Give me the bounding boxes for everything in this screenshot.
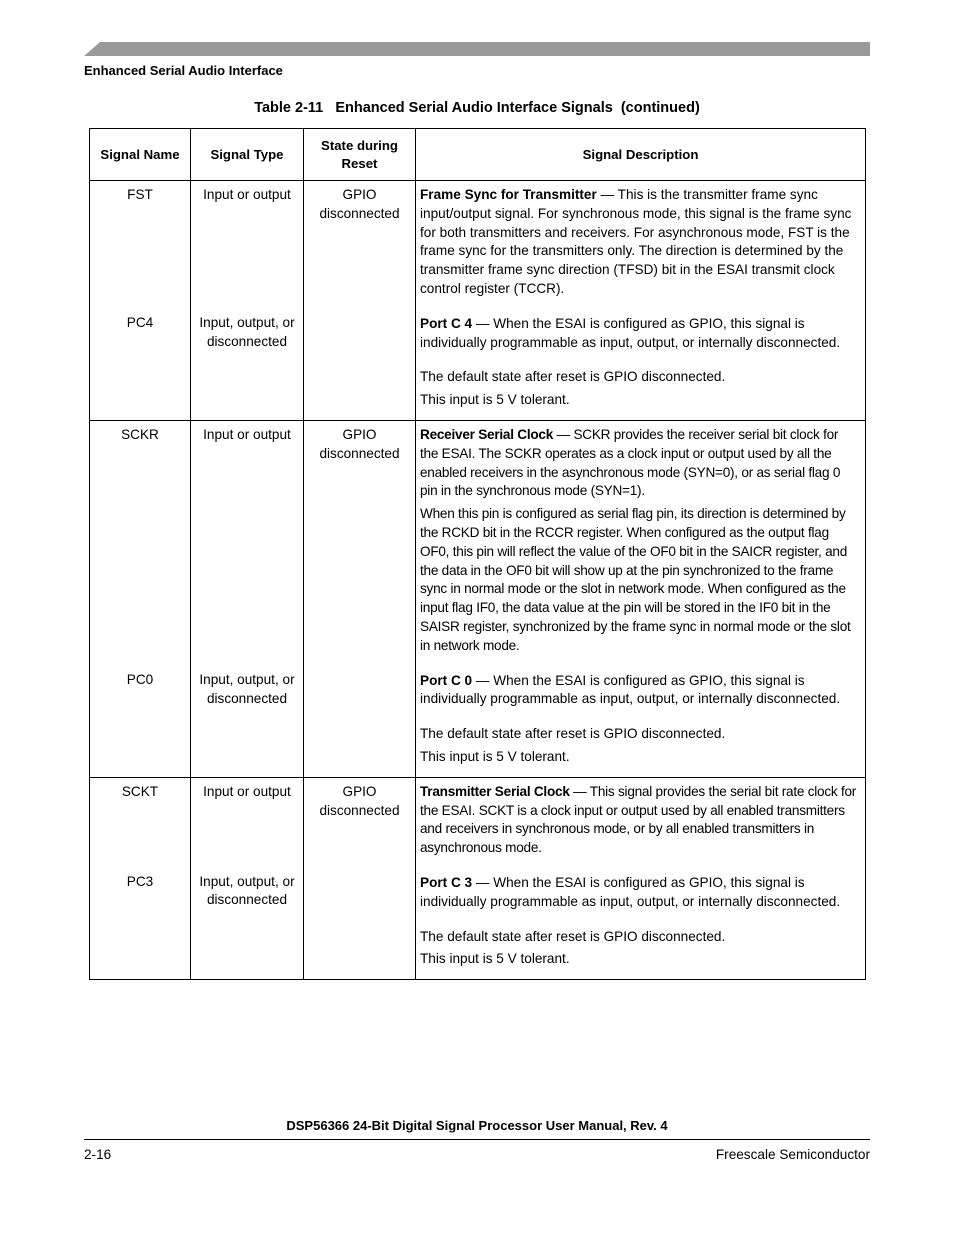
table-header-row xyxy=(90,129,866,181)
table-row xyxy=(90,420,866,777)
signal-name: PC4 xyxy=(126,314,154,330)
company-name: Freescale Semiconductor xyxy=(715,1147,870,1162)
table-caption: Table 2-11 Enhanced Serial Audio Interface Signals (continued) xyxy=(254,100,700,116)
signal-type: Input or output xyxy=(203,783,291,799)
description-text: — SCKR provides the receiver serial bit clock for the ESAI. The SCKR operates as a clock input or output used by all the enabled receivers in the asynchronous mode (SYN=0), or as serial flag 0 pin in the synchronous mode (SYN=1). xyxy=(420,426,841,499)
signal-name: FST xyxy=(127,187,153,202)
description-text: — This signal provides the serial bit rate clock for the ESAI. SCKT is a clock input or output used by all enabled transmitters and receivers in synchronous mode, or by all enabled transmitters in asynchronous mode. xyxy=(420,783,857,856)
header-bar xyxy=(84,42,870,56)
signal-type: Input, output, or disconnected xyxy=(199,873,295,908)
description-text: — This is the transmitter frame sync input/output signal. For synchronous mode, this signal is the frame sync for both transmitters and receivers. For asynchronous mode, FST is the frame sync for the transmitters only. The direction is determined by the transmitter frame sync direction (TFSD) bit in the ESAI transmit clock control register (TCCR). xyxy=(420,187,852,296)
description-lead: Frame Sync for Transmitter xyxy=(420,187,597,202)
signal-description-cell xyxy=(416,181,866,421)
reset-state-cell xyxy=(304,420,416,777)
col-header-signal-type: Signal Type xyxy=(191,129,304,181)
default-state-note: The default state after reset is GPIO disconnected. xyxy=(420,369,726,385)
signal-name-cell xyxy=(90,420,191,777)
signal-type-cell xyxy=(191,181,304,421)
description-lead: Port C 3 xyxy=(420,874,473,890)
description-lead: Port C 0 xyxy=(420,672,473,688)
signal-description-cell xyxy=(416,777,866,979)
signal-name: SCKT xyxy=(121,783,159,799)
signal-type: Input or output xyxy=(203,426,291,442)
reset-state: GPIO disconnected xyxy=(319,783,400,818)
signal-name-cell xyxy=(90,777,191,979)
col-header-state-during-reset: State during Reset xyxy=(304,129,416,181)
description-lead: Transmitter Serial Clock xyxy=(420,783,570,799)
signal-type: Input, output, or disconnected xyxy=(199,314,295,349)
footer-divider xyxy=(84,1139,870,1140)
description-text: — When the ESAI is configured as GPIO, this signal is individually programmable as input, output, or internally disconnected. xyxy=(420,315,841,350)
reset-state: GPIO disconnected xyxy=(319,187,400,221)
signal-type-cell xyxy=(191,420,304,777)
signal-name: SCKR xyxy=(121,426,159,442)
reset-state-cell xyxy=(304,777,416,979)
signal-type-cell xyxy=(191,777,304,979)
col-header-signal-name: Signal Name xyxy=(90,129,191,181)
signal-name-cell xyxy=(90,181,191,421)
page-number: 2-16 xyxy=(84,1147,112,1162)
description-text: — When the ESAI is configured as GPIO, this signal is individually programmable as input, output, or internally disconnected. xyxy=(420,874,841,909)
signal-name: PC0 xyxy=(126,671,154,687)
col-header-signal-description: Signal Description xyxy=(416,129,866,181)
default-state-note: The default state after reset is GPIO disconnected. xyxy=(420,726,726,742)
table-row xyxy=(90,181,866,421)
reset-state: GPIO disconnected xyxy=(319,426,400,461)
default-state-note: The default state after reset is GPIO disconnected. xyxy=(420,928,726,944)
signal-type: Input, output, or disconnected xyxy=(199,671,295,706)
signal-type: Input or output xyxy=(203,187,291,202)
tolerance-note: This input is 5 V tolerant. xyxy=(420,951,570,967)
description-lead: Receiver Serial Clock xyxy=(420,426,554,442)
tolerance-note: This input is 5 V tolerant. xyxy=(420,392,570,408)
tolerance-note: This input is 5 V tolerant. xyxy=(420,748,570,764)
section-title: Enhanced Serial Audio Interface xyxy=(84,63,283,78)
footer-document-title: DSP56366 24-Bit Digital Signal Processor User Manual, Rev. 4 xyxy=(286,1118,668,1133)
description-extra: When this pin is configured as serial flag pin, its direction is determined by the RCKD bit in the RCCR register. When configured as the output flag OF0, this pin will reflect the value of the OF0 bit in the SAICR register, and the data in the OF0 bit will show up at the pin synchronized to the frame sync in normal mode or the slot in network mode. When configured as the input flag IF0, the data value at the pin will be stored in the IF0 bit in the SAISR register, synchronized by the frame sync in normal mode or the slot in network mode. xyxy=(420,506,851,653)
description-text: — When the ESAI is configured as GPIO, this signal is individually programmable as input, output, or internally disconnected. xyxy=(420,672,841,707)
reset-state-cell xyxy=(304,181,416,421)
description-lead: Port C 4 xyxy=(420,315,473,331)
signal-name: PC3 xyxy=(126,873,154,889)
table-row xyxy=(90,777,866,979)
signal-description-cell xyxy=(416,420,866,777)
signals-table xyxy=(89,128,866,980)
